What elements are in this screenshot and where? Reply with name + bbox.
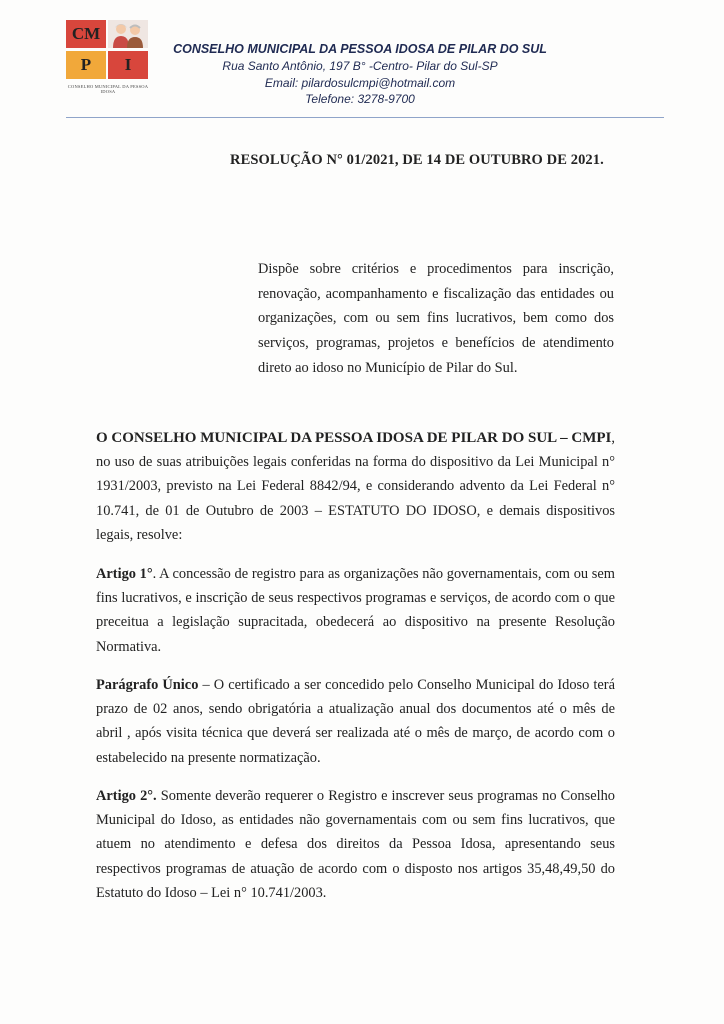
artigo-2-label: Artigo 2°. (96, 788, 157, 804)
paragrafo-unico-paragraph (96, 673, 615, 770)
paragrafo-unico-text: – O certificado a ser concedido pelo Conselho Municipal do Idoso terá prazo de 02 anos, sendo obrigatória a atualização anual dos documentos até o mês de abril , após visita técnica que deverá ser realizada até o mês de março, de acordo com o estabelecido na presente normatização. (96, 677, 615, 766)
council-email: Email: pilardosulcmpi@hotmail.com (264, 75, 456, 90)
paragrafo-unico-label: Parágrafo Único (96, 677, 199, 693)
resolution-title: RESOLUÇÃO N° 01/2021, DE 14 DE OUTUBRO DE 2021. (230, 152, 604, 168)
letterhead (150, 40, 570, 108)
logo-grid (66, 20, 150, 80)
logo-letter-i: I (108, 51, 148, 79)
logo-letters-cm: CM (66, 20, 106, 48)
artigo-1-label: Artigo 1° (96, 566, 153, 582)
header-divider (66, 117, 664, 118)
ementa-text: Dispõe sobre critérios e procedimentos para inscrição, renovação, acompanhamento e fiscalização das entidades ou organizações, com ou sem fins lucrativos, bem como dos serviços, programas, projetos e benefícios de atendimento direto ao idoso no Município de Pilar do Sul. (258, 261, 614, 376)
artigo-2-paragraph (96, 784, 615, 905)
intro-lead: O CONSELHO MUNICIPAL DA PESSOA IDOSA DE PILAR DO SUL – CMPI (96, 430, 612, 446)
intro-paragraph (96, 426, 615, 547)
intro-text: , no uso de suas atribuições legais conferidas na forma do dispositivo da Lei Municipal n° 1931/2003, previsto na Lei Federal 8842/94, e considerando advento da Lei Federal n° 10.741, de 01 de Outubro de 2003 – ESTATUTO DO IDOSO, e demais dispositivos legais, resolve: (96, 430, 615, 543)
council-phone: Telefone: 3278-9700 (305, 92, 415, 106)
elderly-couple-icon (108, 20, 148, 48)
artigo-1-text: . A concessão de registro para as organizações não governamentais, com ou sem fins lucrativos, e inscrição de seus respectivos programas e serviços, de acordo com o que preceitua a legislação supracitada, obedecerá ao dispositivo na presente Resolução Normativa. (96, 566, 615, 655)
artigo-1-paragraph (96, 562, 615, 659)
council-address: Rua Santo Antônio, 197 B° -Centro- Pilar do Sul-SP (222, 59, 498, 73)
council-name: CONSELHO MUNICIPAL DA PESSOA IDOSA DE PILAR DO SUL (173, 42, 547, 56)
logo-letter-p: P (66, 51, 106, 79)
artigo-2-text: Somente deverão requerer o Registro e inscrever seus programas no Conselho Municipal do Idoso, as entidades não governamentais com ou sem fins lucrativos, que atuem no atendimento e defesa dos direitos da Pessoa Idosa, apresentando seus respectivos programas de atuação de acordo com o disposto nos artigos 35,48,49,50 do Estatuto do Idoso – Lei n° 10.741/2003. (96, 788, 616, 901)
cmpi-logo (66, 20, 150, 96)
logo-caption: CONSELHO MUNICIPAL DA PESSOA IDOSA (67, 84, 149, 94)
